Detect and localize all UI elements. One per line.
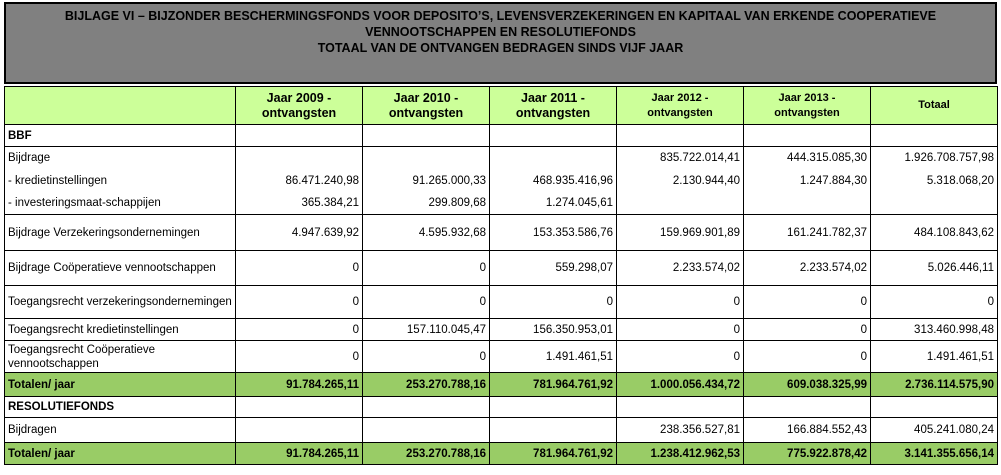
cell: 166.884.552,43: [744, 418, 871, 443]
cell: 0: [236, 341, 363, 373]
table-row: [5, 319, 998, 341]
header-totaal: Totaal: [871, 87, 998, 125]
cell: 405.241.080,24: [871, 418, 998, 443]
cell: 86.471.240,98: [236, 170, 363, 193]
cell: 609.038.325,99: [744, 373, 871, 397]
cell: [236, 418, 363, 443]
cell: 2.130.944,40: [617, 170, 744, 193]
cell: 0: [236, 286, 363, 319]
cell: 91.784.265,11: [236, 373, 363, 397]
cell: 1.491.461,51: [871, 341, 998, 373]
cell: 4.947.639,92: [236, 215, 363, 251]
cell: 2.736.114.575,90: [871, 373, 998, 397]
cell: 1.926.708.757,98: [871, 147, 998, 170]
cell: 3.141.355.656,14: [871, 443, 998, 465]
cell: 0: [617, 319, 744, 341]
table-row: [5, 251, 998, 286]
cell: 253.270.788,16: [363, 443, 490, 465]
table-row: [5, 193, 998, 215]
receipts-table: [4, 86, 998, 465]
cell: 5.026.446,11: [871, 251, 998, 286]
row-label: Totalen/ jaar: [5, 373, 236, 397]
cell: 484.108.843,62: [871, 215, 998, 251]
section-resolutie-label: RESOLUTIEFONDS: [5, 397, 236, 418]
cell: 1.000.056.434,72: [617, 373, 744, 397]
cell: 468.935.416,96: [490, 170, 617, 193]
cell: [363, 147, 490, 170]
cell: 781.964.761,92: [490, 373, 617, 397]
total-row: [5, 443, 998, 465]
cell: 365.384,21: [236, 193, 363, 215]
row-label: Toegangsrecht kredietinstellingen: [5, 319, 236, 341]
header-empty: [5, 87, 236, 125]
cell: 444.315.085,30: [744, 147, 871, 170]
table-row: [5, 215, 998, 251]
cell: 1.247.884,30: [744, 170, 871, 193]
table-title: [4, 2, 997, 84]
cell: [490, 418, 617, 443]
cell: [744, 193, 871, 215]
row-label: Bijdragen: [5, 418, 236, 443]
cell: 299.809,68: [363, 193, 490, 215]
cell: 0: [617, 286, 744, 319]
cell: [617, 193, 744, 215]
row-label: Totalen/ jaar: [5, 443, 236, 465]
cell: 238.356.527,81: [617, 418, 744, 443]
cell: 0: [363, 251, 490, 286]
title-line-2: VENNOOTSCHAPPEN EN RESOLUTIEFONDS: [365, 25, 636, 39]
cell: 156.350.953,01: [490, 319, 617, 341]
cell: 91.265.000,33: [363, 170, 490, 193]
cell: 161.241.782,37: [744, 215, 871, 251]
cell: 153.353.586,76: [490, 215, 617, 251]
section-bbf-label: BBF: [5, 125, 236, 147]
section-bbf-row: [5, 125, 998, 147]
cell: [490, 147, 617, 170]
title-line-1: BIJLAGE VI – BIJZONDER BESCHERMINGSFONDS VOOR DEPOSITO’S, LEVENSVERZEKERINGEN EN KAPITAAL VAN ERKENDE COOPERATIEVE: [64, 9, 937, 23]
row-label: Toegangsrecht verzekeringsondernemingen: [5, 286, 236, 319]
header-2010: Jaar 2010 - ontvangsten: [363, 87, 490, 125]
cell: 0: [744, 341, 871, 373]
title-line-3: TOTAAL VAN DE ONTVANGEN BEDRAGEN SINDS VIJF JAAR: [317, 41, 684, 55]
cell: 2.233.574,02: [744, 251, 871, 286]
table-row: [5, 147, 998, 170]
header-row: [5, 87, 998, 125]
cell: 559.298,07: [490, 251, 617, 286]
row-label: - kredietinstellingen: [5, 170, 236, 193]
cell: 1.274.045,61: [490, 193, 617, 215]
cell: 0: [363, 341, 490, 373]
cell: [363, 418, 490, 443]
header-2012: Jaar 2012 - ontvangsten: [617, 87, 744, 125]
header-2013: Jaar 2013 - ontvangsten: [744, 87, 871, 125]
cell: 0: [490, 286, 617, 319]
cell: 1.238.412.962,53: [617, 443, 744, 465]
row-label: Bijdrage Coöperatieve vennootschappen: [5, 251, 236, 286]
cell: 0: [744, 286, 871, 319]
cell: 781.964.761,92: [490, 443, 617, 465]
section-resolutie-row: [5, 397, 998, 418]
table-row: [5, 286, 998, 319]
row-label: Toegangsrecht Coöperatieve vennootschappen: [5, 341, 236, 373]
cell: 0: [744, 319, 871, 341]
cell: 0: [236, 251, 363, 286]
cell: 313.460.998,48: [871, 319, 998, 341]
cell: [871, 193, 998, 215]
cell: 0: [871, 286, 998, 319]
total-row: [5, 373, 998, 397]
table-row: [5, 418, 998, 443]
cell: 0: [617, 341, 744, 373]
table-row: [5, 341, 998, 373]
cell: 5.318.068,20: [871, 170, 998, 193]
cell: 4.595.932,68: [363, 215, 490, 251]
cell: 91.784.265,11: [236, 443, 363, 465]
cell: 835.722.014,41: [617, 147, 744, 170]
header-2009: Jaar 2009 - ontvangsten: [236, 87, 363, 125]
cell: 157.110.045,47: [363, 319, 490, 341]
cell: 775.922.878,42: [744, 443, 871, 465]
table-row: [5, 170, 998, 193]
cell: 1.491.461,51: [490, 341, 617, 373]
header-2011: Jaar 2011 - ontvangsten: [490, 87, 617, 125]
cell: 0: [363, 286, 490, 319]
row-label: - investeringsmaat-schappijen: [5, 193, 236, 215]
cell: 2.233.574,02: [617, 251, 744, 286]
cell: 253.270.788,16: [363, 373, 490, 397]
cell: 0: [236, 319, 363, 341]
cell: [236, 147, 363, 170]
cell: 159.969.901,89: [617, 215, 744, 251]
row-label: Bijdrage: [5, 147, 236, 170]
row-label: Bijdrage Verzekeringsondernemingen: [5, 215, 236, 251]
